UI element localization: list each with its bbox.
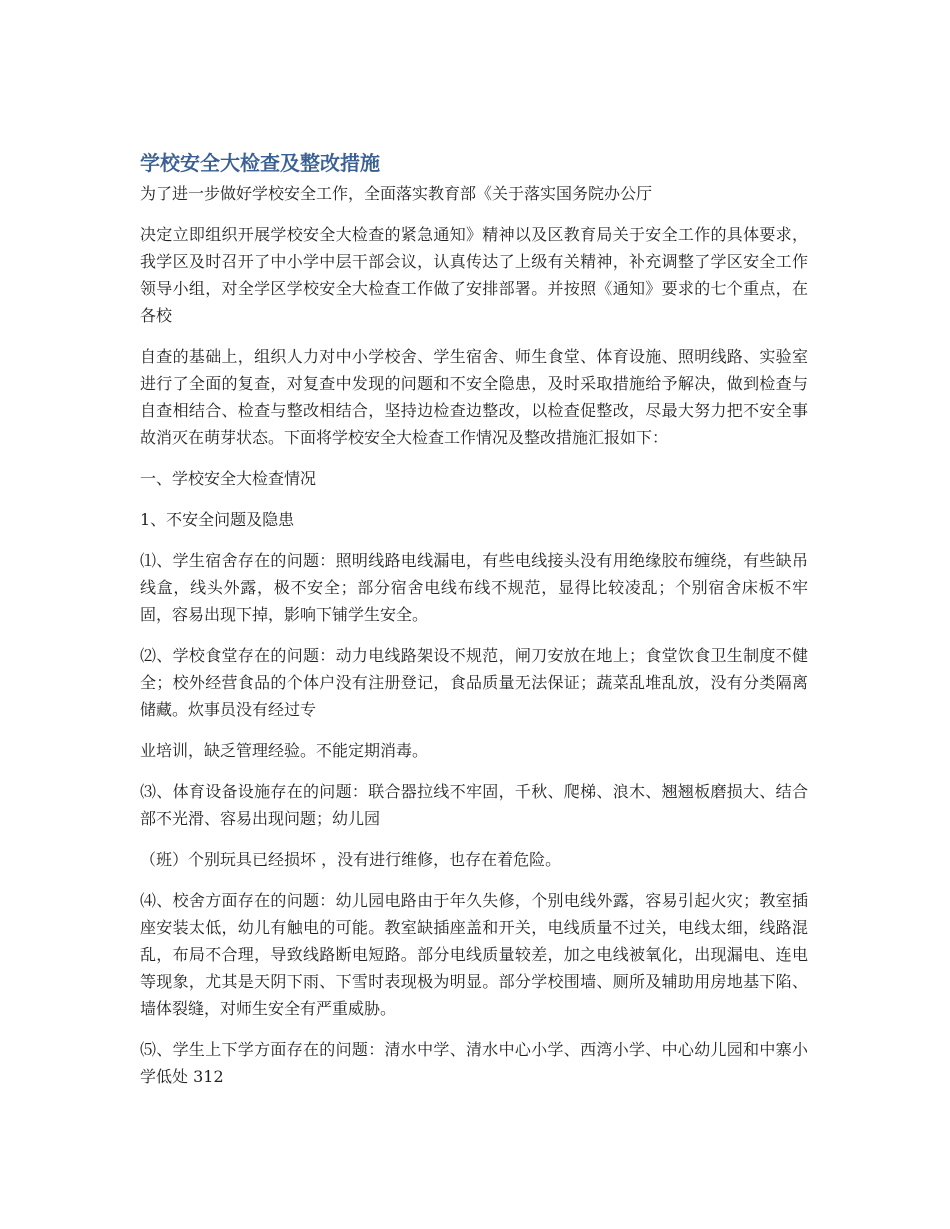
section-heading-inspection: 一、学校安全大检查情况 xyxy=(140,469,317,488)
paragraph-canteen-issues: ⑵、学校食堂存在的问题：动力电线路架设不规范，闸刀安放在地上；食堂饮食卫生制度不健全；校外经营食品的个体户没有注册登记，食品质量无法保证；蔬菜乱堆乱放，没有分类隔离储藏。炊事员没有经过专 xyxy=(140,646,808,719)
paragraph-decision: 决定立即组织开展学校安全大检查的紧急通知》精神以及区教育局关于安全工作的具体要求，我学区及时召开了中小学中层干部会议，认真传达了上级有关精神，补充调整了学区安全工作领导小组，对全学区学校安全大检查工作做了安排部署。并按照《通知》要求的七个重点，在各校 xyxy=(140,225,808,325)
paragraph-sports-facility-issues: ⑶、体育设备设施存在的问题：联合器拉线不牢固，千秋、爬梯、浪木、翘翘板磨损大、结合部不光滑、容易出现问题；幼儿园 xyxy=(140,782,808,828)
paragraph-building-issues: ⑷、校舍方面存在的问题：幼儿园电路由于年久失修，个别电线外露，容易引起火灾；教室插座安装太低，幼儿有触电的可能。教室缺插座盖和开关，电线质量不过关，电线太细，线路混乱，布局不合理，导致线路断电短路。部分电线质量较差，加之电线被氧化，出现漏电、连电等现象，尤其是天阴下雨、下雪时表现极为明显。部分学校围墙、厕所及辅助用房地基下陷、墙体裂缝，对师生安全有严重威胁。 xyxy=(140,891,808,1018)
paragraph-intro: 为了进一步做好学校安全工作，全面落实教育部《关于落实国务院办公厅 xyxy=(140,184,653,203)
paragraph-toys-issues: （班）个别玩具已经损坏 ，没有进行维修，也存在着危险。 xyxy=(140,850,562,869)
paragraph-canteen-training: 业培训，缺乏管理经验。不能定期消毒。 xyxy=(140,741,429,760)
paragraph-self-check: 自查的基础上，组织人力对中小学校舍、学生宿舍、师生食堂、体育设施、照明线路、实验室进行了全面的复查，对复查中发现的问题和不安全隐患，及时采取措施给予解决，做到检查与自查相结合、检查与整改相结合，坚持边检查边整改，以检查促整改，尽最大努力把不安全事故消灭在萌芽状态。下面将学校安全大检查工作情况及整改措施汇报如下： xyxy=(140,347,808,447)
paragraph-commute-issues: ⑸、学生上下学方面存在的问题：清水中学、清水中心小学、西湾小学、中心幼儿园和中寨小学低处 312 xyxy=(140,1040,808,1086)
paragraph-dormitory-issues: ⑴、学生宿舍存在的问题：照明线路电线漏电，有些电线接头没有用绝缘胶布缠绕，有些缺吊线盒，线头外露，极不安全；部分宿舍电线布线不规范，显得比较凌乱；个别宿舍床板不牢固，容易出现下掉，影响下铺学生安全。 xyxy=(140,551,808,624)
document-title: 学校安全大检查及整改措施 xyxy=(140,151,380,175)
subsection-heading-hazards: 1、不安全问题及隐患 xyxy=(140,510,295,529)
document-page xyxy=(140,148,808,1104)
